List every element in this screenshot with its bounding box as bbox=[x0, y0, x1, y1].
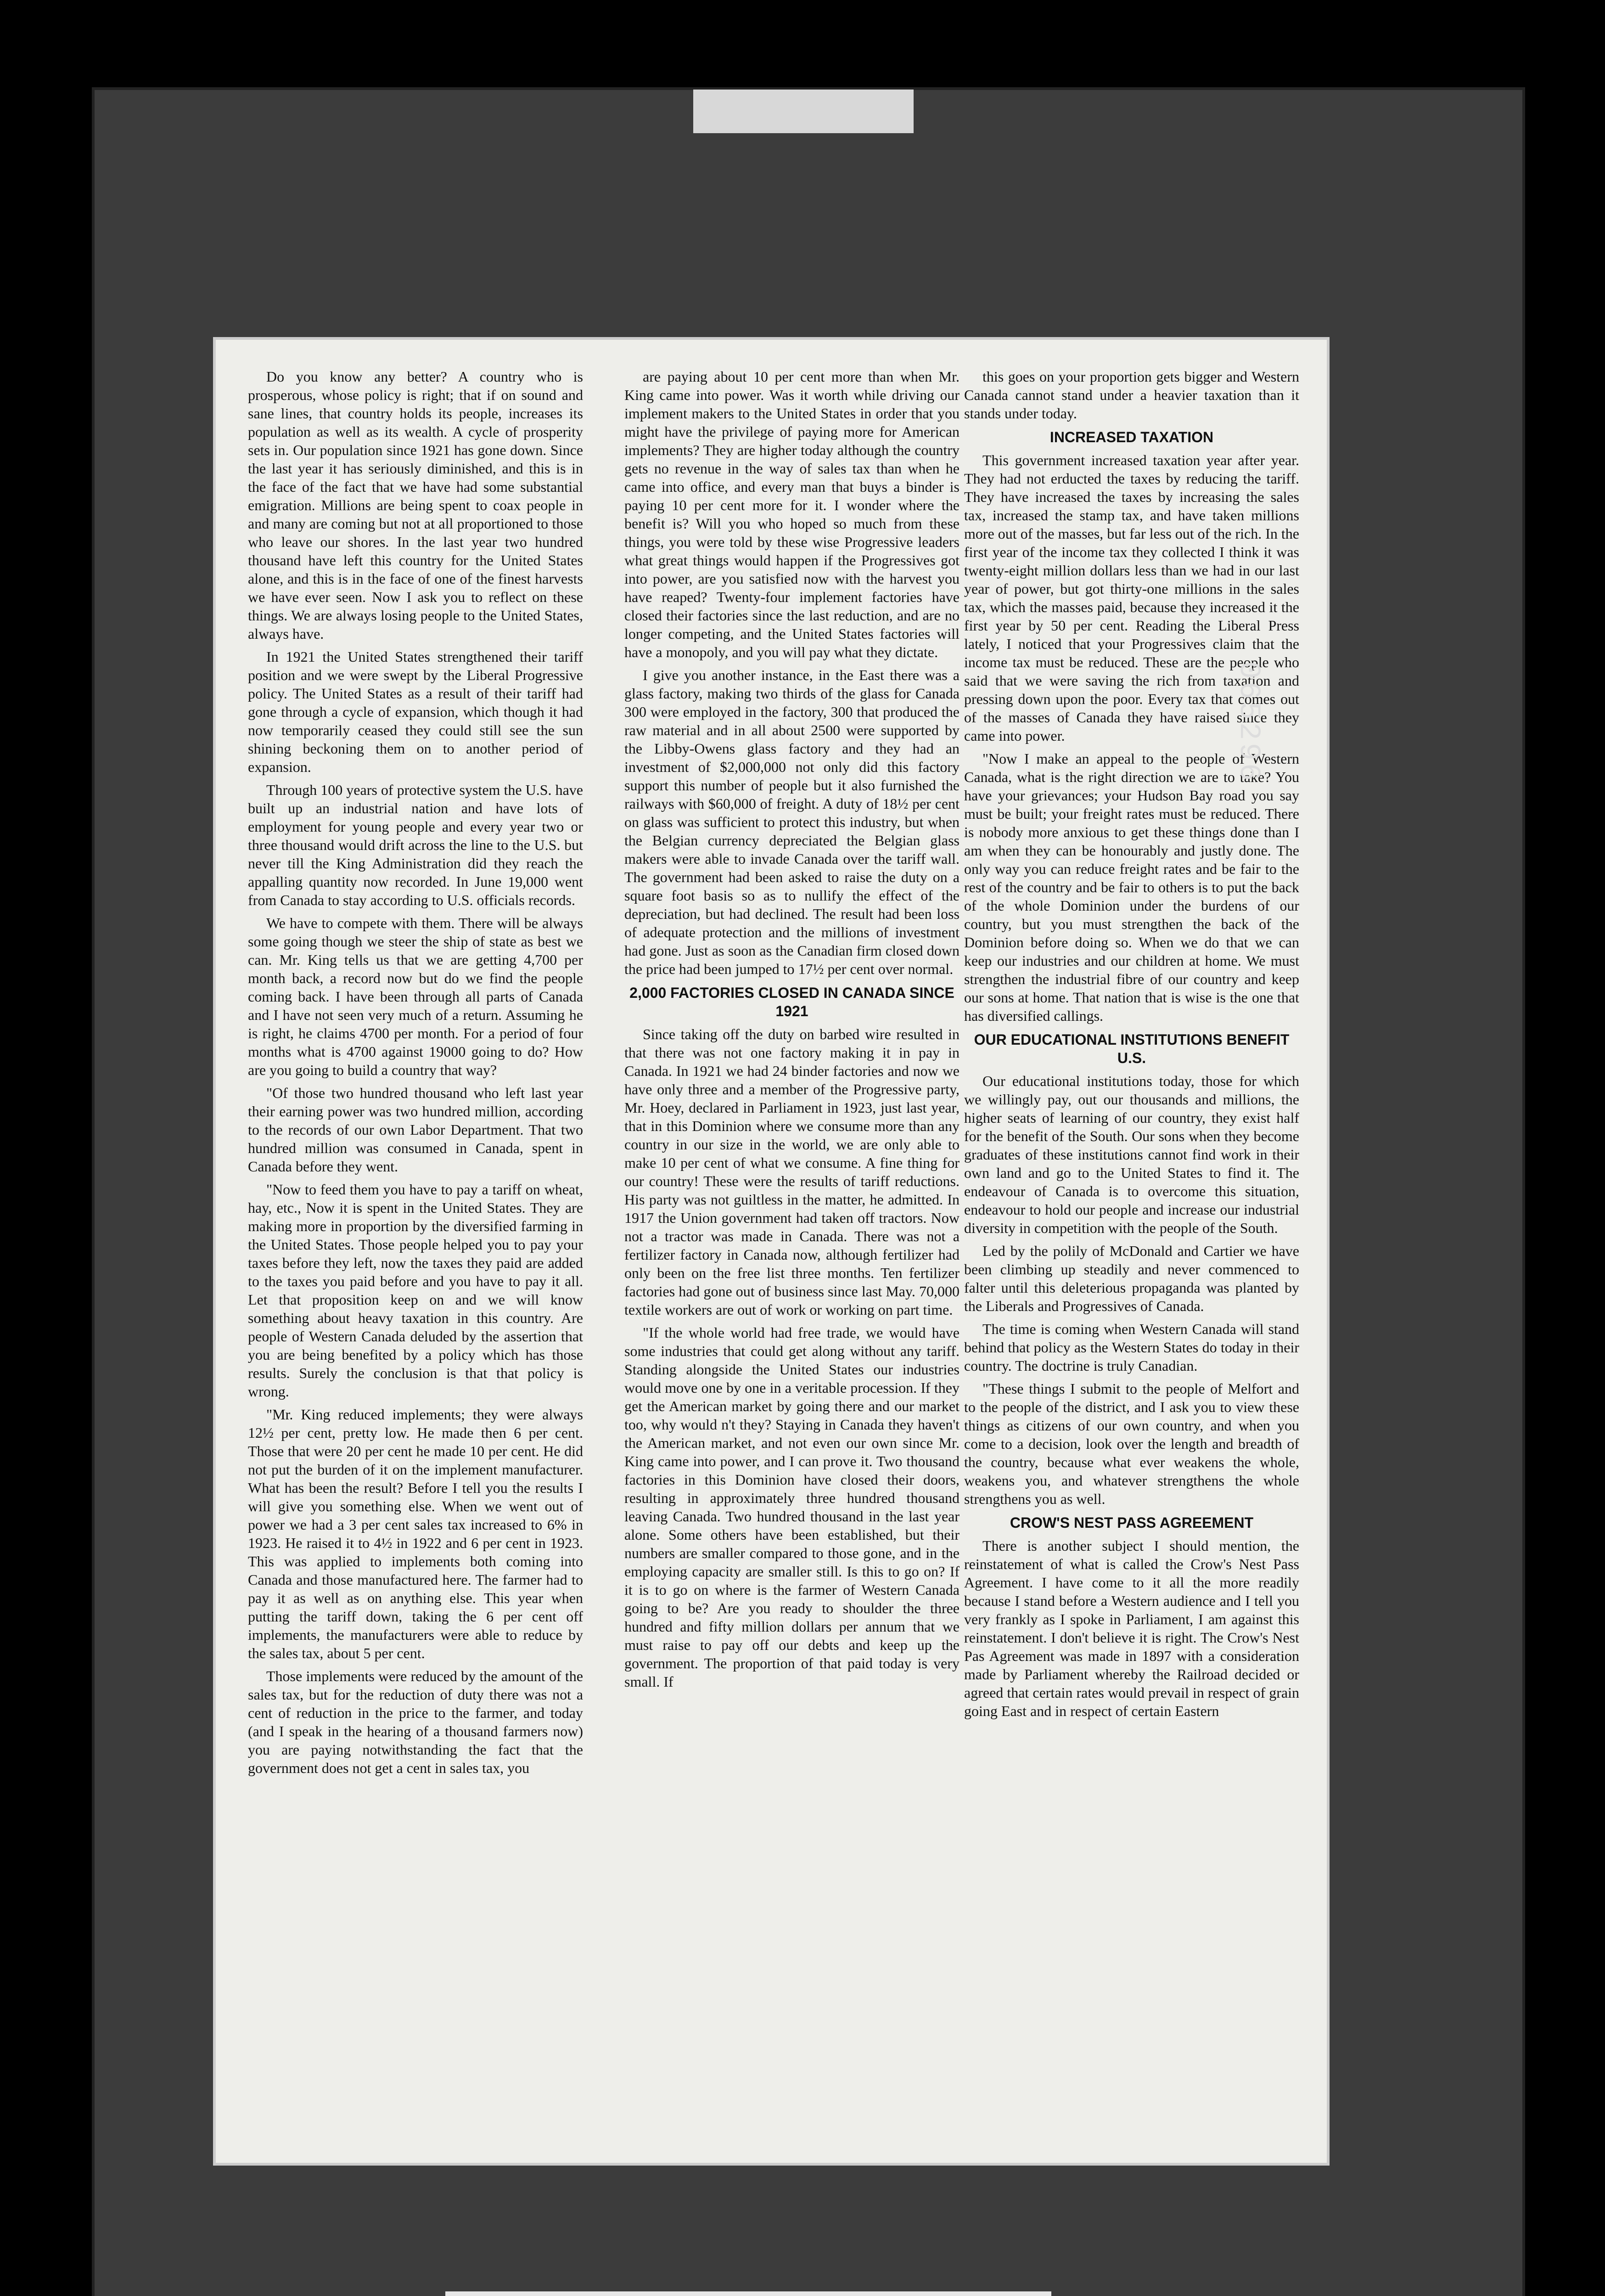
section-heading: INCREASED TAXATION bbox=[1049, 429, 1214, 445]
paragraph: "Of those two hundred thousand who left last year their earning power was two hundred million, according to the records of our own Labor Department. That two hundred million was consumed in Canada, spent in Canada before they went. bbox=[248, 1085, 583, 1175]
paragraph: Through 100 years of protective system the U.S. have built up an industrial nation and have lots of employment for young people and every year two or three thousand would drift across the line to the U.S. but never till the King Administration did they reach the appalling quantity now recorded. In June 19,000 went from Canada to stay according to U.S. officials records. bbox=[248, 782, 583, 908]
column-3 bbox=[964, 367, 1299, 1725]
paragraph: This government increased taxation year after year. They had not erducted the taxes by reducing the tariff. They have increased the taxes by increasing the sales tax, increased the stamp tax, and have taken millions more out of the masses, but far less out of the rich. In the first year of the income tax they collected I think it was twenty-eight million dollars less than we had in our last year of power, but got thirty-one millions in the sales tax, which the masses paid, because they increased it the first year by 50 per cent. Reading the Liberal Press lately, I noticed that your Progressives claim that the income tax must be reduced. These are the people who said that we were saving the rich from taxation and pressing down upon the poor. Every tax that comes out of the masses of Canada they have raised since they came into power. bbox=[964, 452, 1299, 744]
paragraph: "Now I make an appeal to the people of Western Canada, what is the right direction we are to take? You have your grievances; your Hudson Bay road you say must be built; your freight rates must be reduced. There is nobody more anxious to get these things done than I am when they can be honourably and justly done. The only way you can reduce freight rates and be fair to the rest of the country and be fair to others is to put the back of the whole Dominion under the burdens of our country, but you must strengthen the back of the Dominion before doing so. When we do that we can keep our industries and our children at home. We must strengthen the industrial fibre of our country and keep our sons at home. That nation that is wise is the one that has diversified callings. bbox=[964, 750, 1299, 1024]
document-number-stamp: 065296 bbox=[1232, 661, 1265, 784]
paragraph: Those implements were reduced by the amount of the sales tax, but for the reduction of duty there was not a cent of reduction in the price to the farmer, and today (and I speak in the hearing of a thousand farmers now) you are paying notwithstanding the fact that the government does not get a cent in sales tax, you bbox=[248, 1668, 583, 1776]
mounting-tab bbox=[693, 90, 914, 133]
paragraph: I give you another instance, in the East there was a glass factory, making two thirds of the glass for Canada 300 were employed in the factory, 300 that produced the raw material and in all about 2500 were supported by the Libby-Owens glass factory and they had an investment of $2,000,000 not only did this factory support this number of people but it also furnished the railways with $60,000 of freight. A duty of 18½ per cent on glass was sufficient to protect this industry, but when the Belgian currency depreciated the Belgian glass makers were able to invade Canada over the tariff wall. The government had been asked to raise the duty on a square foot basis so as to nullify the effect of the depreciation, but had declined. The result had been loss of adequate protection and the millions of investment had gone. Just as soon as the Canadian firm closed down the price had been jumped to 17½ per cent over normal. bbox=[624, 667, 960, 977]
column-2 bbox=[624, 367, 960, 1695]
paragraph: this goes on your proportion gets bigger and Western Canada cannot stand under a heavier taxation than it stands under today. bbox=[964, 368, 1299, 422]
paragraph: are paying about 10 per cent more than when Mr. King came into power. Was it worth while driving our implement makers to the United States in order that you might have the privilege of paying more for American implements? They are higher today although the country gets no revenue in the way of sales tax than when he came into office, and every man that buys a binder is paying 10 per cent more for it. I wonder where the benefit is? Will you who hoped so much from these things, you were told by these wise Progressive leaders what great things would happen if the Progressives got into power, are you satisfied now with the harvest you have reaped? Twenty-four implement factories have closed their factories since the last reduction, and are no longer competing, and the United States factories will have a monopoly, and you will pay what they dictate. bbox=[624, 368, 960, 660]
paragraph: There is another subject I should mention, the reinstatement of what is called the Crow's Nest Pass Agreement. I have come to it all the more readily because I stand before a Western audience and I tell you very frankly as I spoke in Parliament, I am against this reinstatement. I don't believe it is right. The Crow's Nest Pas Agreement was made in 1897 with a consideration made by Parliament whereby the Railroad decided or agreed that certain rates would prevail in respect of grain going East and in respect of certain Eastern bbox=[964, 1537, 1299, 1719]
series-label bbox=[445, 2291, 1051, 2296]
paragraph: "Now to feed them you have to pay a tariff on wheat, hay, etc., Now it is spent in the United States. They are making more in proportion by the diversified farming in the United States. Those people helped you to pay your taxes before they left, now the taxes they paid are added to the taxes you paid before and you have to pay it all. Let that proposition keep on and we will know something about heavy taxation in this country. Are people of Western Canada deluded by the assertion that you are being benefited by a policy which has those results. Surely the conclusion is that that policy is wrong. bbox=[248, 1181, 583, 1400]
section-heading: OUR EDUCATIONAL INSTITUTIONS BENEFIT U.S. bbox=[974, 1031, 1290, 1066]
paragraph: The time is coming when Western Canada will stand behind that policy as the Western States do today in their country. The doctrine is truly Canadian. bbox=[964, 1321, 1299, 1374]
section-heading: 2,000 FACTORIES CLOSED IN CANADA SINCE 1921 bbox=[629, 985, 954, 1019]
paragraph: "These things I submit to the people of Melfort and to the people of the district, and I ask you to view these things as citizens of our own country, and when you come to a decision, look over the length and breadth of the country, because what ever weakens the whole, weakens you, and whatever strengthens the whole strengthens you as well. bbox=[964, 1380, 1299, 1507]
newspaper-clipping bbox=[216, 340, 1327, 2163]
column-1 bbox=[248, 367, 583, 1782]
paragraph: "If the whole world had free trade, we would have some industries that could get along without any tariff. Standing alongside the United States our industries would move one by one in a veritable procession. If they get the American market by going there and our market too, why would n't they? Staying in Canada they haven't the American market, and not even our own since Mr. King came into power, and I can prove it. Two thousand factories in this Dominion have closed their doors, resulting in approximately three hundred thousand leaving Canada. Two hundred thousand in the last year alone. Some others have been established, but their numbers are smaller compared to those gone, and in the employing capacity are smaller still. Is this to go on? If it is to go on where is the farmer of Western Canada going to be? Are you ready to shoulder the three hundred and fifty million dollars per annum that we must raise to pay off our debts and keep up the government. The proportion of that paid today is very small. If bbox=[624, 1324, 960, 1690]
paragraph: Since taking off the duty on barbed wire resulted in that there was not one factory making it in pay in Canada. In 1921 we had 24 binder factories and now we have only three and a member of the Progressive party, Mr. Hoey, declared in Parliament in 1923, just last year, that in this Dominion where we consume more than any country in our size in the world, we are only able to make 10 per cent of what we consume. A fine thing for our country! These were the results of tariff reductions. His party was not guiltless in the matter, he admitted. In 1917 the Union government had taken off tractors. Now not a tractor was made in Canada. There was not a fertilizer factory in Canada now, although fertilizer had only been on the free list three months. Ten fertilizer factories had gone out of business since last May. 70,000 textile workers are out of work or working on part time. bbox=[624, 1026, 960, 1318]
section-heading: CROW'S NEST PASS AGREEMENT bbox=[1010, 1514, 1254, 1531]
paragraph: Led by the polily of McDonald and Cartier we have been climbing up steadily and never commenced to falter until this deleterious propaganda was planted by the Liberals and Progressives of Canada. bbox=[964, 1243, 1299, 1314]
paragraph: We have to compete with them. There will be always some going though we steer the ship of state as best we can. Mr. King tells us that we are getting 4,700 per month back, a record now but do we find the people coming back. I have been through all parts of Canada and I have not seen very much of a return. Assuming he is right, he claims 4700 per month. For a period of four months what is 4700 against 19000 going to do? How are you going to build a country that way? bbox=[248, 915, 583, 1078]
paragraph: "Mr. King reduced implements; they were always 12½ per cent, pretty low. He made then 6 per cent. Those that were 20 per cent he made 10 per cent. He did not put the burden of it on the implement manufacturer. What has been the result? Before I tell you the results I will give you something else. When we went out of power we had a 3 per cent sales tax increased to 6% in 1923. He raised it to 4½ in 1922 and 6 per cent in 1923. This was applied to implements both coming into Canada and those manufactured here. The farmer had to pay it as well as on anything else. This year when putting the tariff down, taking the 6 per cent off implements, the manufacturers were able to reduce by the sales tax, about 5 per cent. bbox=[248, 1406, 583, 1661]
paragraph: Our educational institutions today, those for which we willingly pay, out our thousands and millions, the higher seats of learning of our country, they exist half for the benefit of the South. Our sons when they become graduates of these institutions cannot find work in their own land and go to the United States to find it. The endeavour of Canada is to overcome this situation, endeavour to hold our people and increase our industrial diversity in competition with the people of the South. bbox=[964, 1073, 1299, 1236]
paragraph: In 1921 the United States strengthened their tariff position and we were swept by the Liberal Progressive policy. The United States as a result of their tariff had gone through a cycle of expansion, which though it had now temporarily ceased they could still see the sun shining beckoning them on to another period of expansion. bbox=[248, 648, 583, 775]
paragraph: Do you know any better? A country who is prosperous, whose policy is right; that if on sound and sane lines, that country holds its people, increases its population as well as its wealth. A cycle of prosperity sets in. Our population since 1921 has gone down. Since the last year it has seriously diminished, and this is in the face of the fact that we have had some substantial emigration. Millions are being spent to coax people in and many are coming but not at all proportioned to those who leave our shores. In the last year two hundred thousand have left this country for the United States alone, and this is in the face of one of the finest harvests we have ever seen. Now I ask you to reflect on these things. We are always losing people to the United States, always have. bbox=[248, 368, 583, 642]
